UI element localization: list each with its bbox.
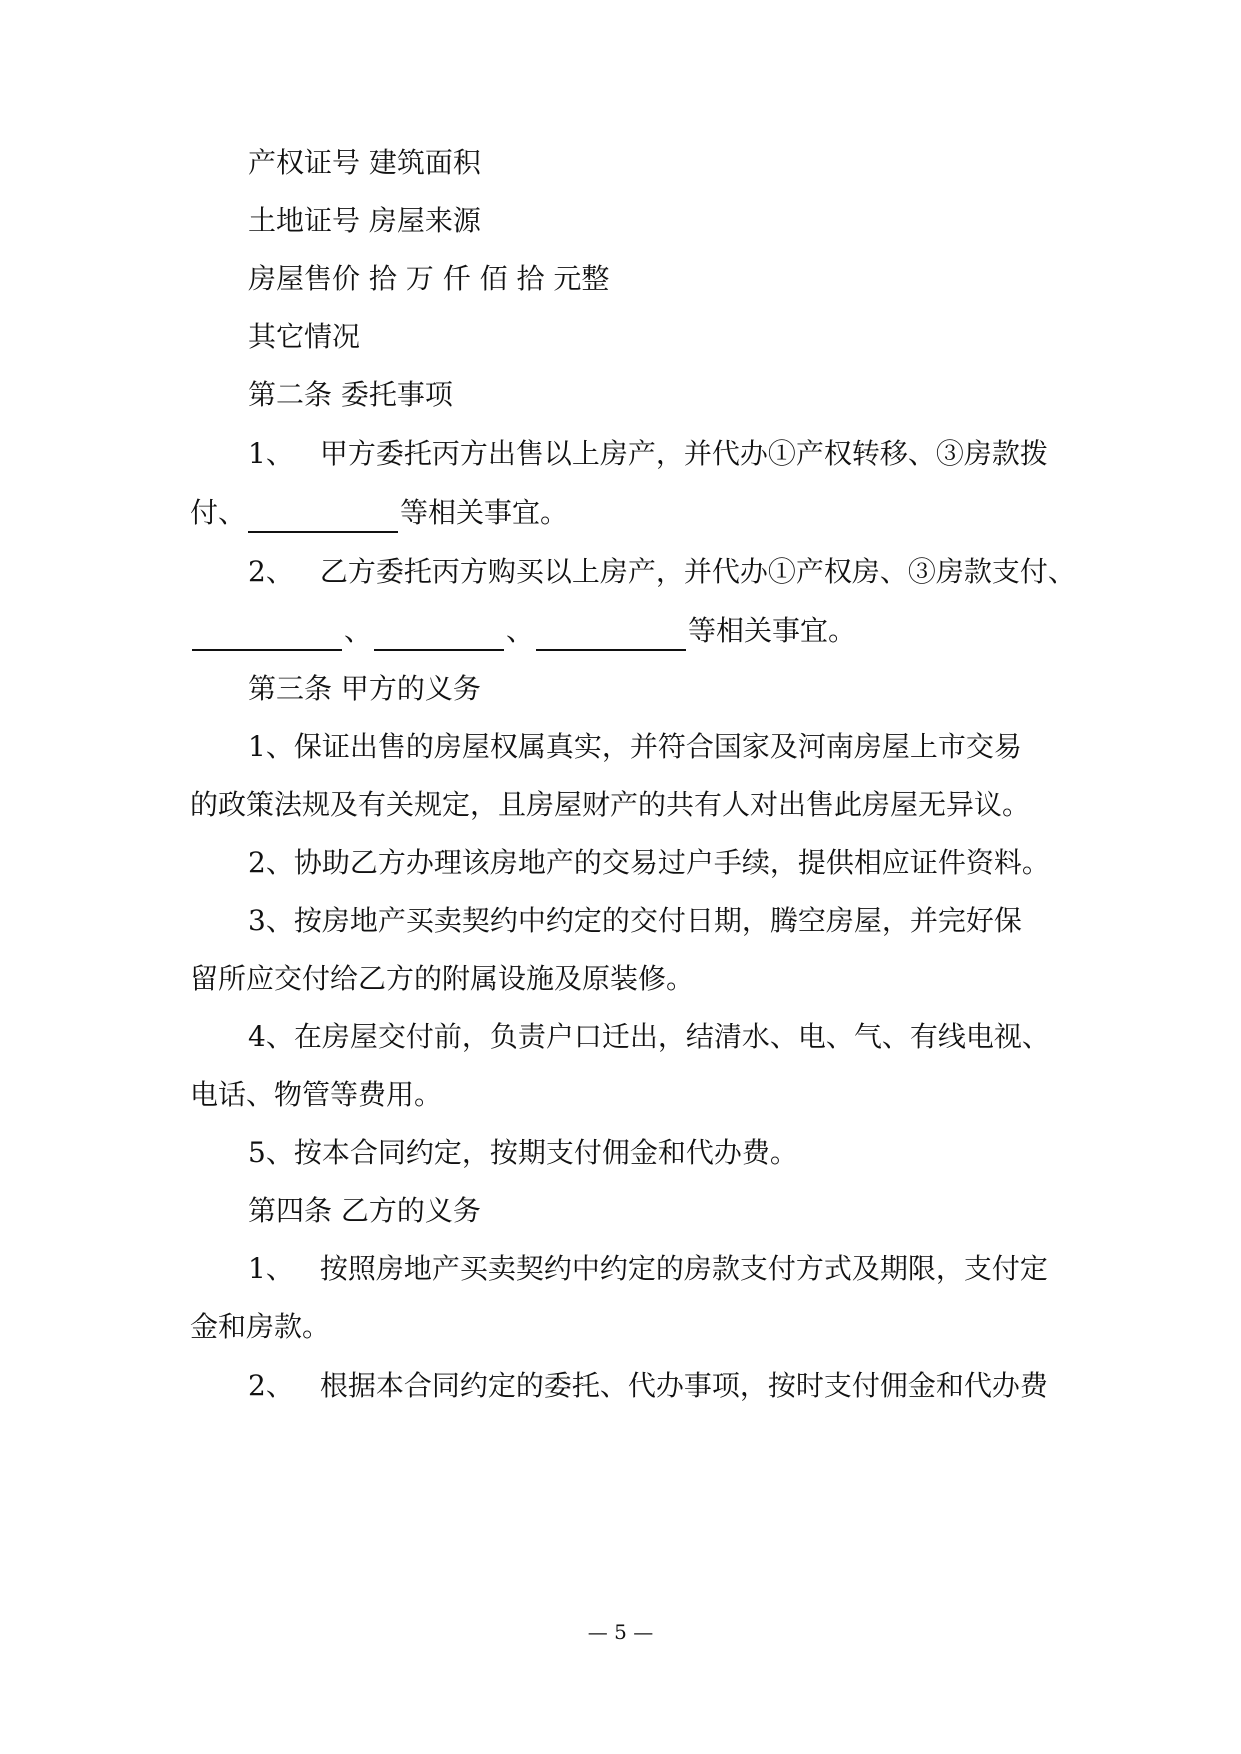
fill-blank — [192, 619, 342, 651]
article-2-item-2-cont — [190, 611, 1070, 651]
page-number: — 5 — — [587, 1620, 654, 1644]
article-3-item-4: 4、在房屋交付前，负责户口迁出，结清水、电、气、有线电视、 — [248, 1020, 1050, 1053]
other-info-line: 其它情况 — [248, 320, 361, 353]
article-2-item-2 — [248, 552, 1076, 592]
article-2-heading: 第二条 委托事项 — [248, 378, 453, 411]
item-text: 根据本合同约定的委托、代办事项，按时支付佣金和代办费 — [319, 1369, 1048, 1402]
item-text: 等相关事宜。 — [400, 496, 569, 529]
article-3-item-2: 2、协助乙方办理该房地产的交易过户手续，提供相应证件资料。 — [248, 846, 1050, 879]
fill-blank — [374, 619, 504, 651]
item-text: 等相关事宜。 — [688, 614, 857, 647]
fill-blank — [536, 619, 686, 651]
article-4-item-1-cont: 金和房款。 — [190, 1310, 331, 1343]
price-line: 房屋售价 拾 万 仟 佰 拾 元整 — [248, 262, 610, 295]
article-4-item-2 — [248, 1366, 1070, 1406]
article-3-item-5: 5、按本合同约定，按期支付佣金和代办费。 — [248, 1136, 798, 1169]
article-3-item-4-cont: 电话、物管等费用。 — [190, 1078, 443, 1111]
article-3-item-3: 3、按房地产买卖契约中约定的交付日期，腾空房屋，并完好保 — [248, 904, 1022, 937]
article-3-item-3-cont: 留所应交付给乙方的附属设施及原装修。 — [190, 962, 695, 995]
item-text: 按照房地产买卖契约中约定的房款支付方式及期限，支付定 — [319, 1252, 1048, 1285]
article-2-item-1-cont — [190, 493, 1070, 533]
item-text: 付、 — [190, 496, 247, 529]
item-number: 2、 — [248, 555, 294, 588]
separator: 、 — [344, 614, 373, 647]
article-3-item-1-cont: 的政策法规及有关规定，且房屋财产的共有人对出售此房屋无异议。 — [190, 788, 1031, 821]
article-2-item-1 — [248, 434, 1070, 474]
article-3-heading: 第三条 甲方的义务 — [248, 672, 481, 705]
article-4-heading: 第四条 乙方的义务 — [248, 1194, 481, 1227]
separator: 、 — [506, 614, 535, 647]
item-text: 甲方委托丙方出售以上房产，并代办①产权转移、③房款拨 — [319, 437, 1048, 470]
item-number: 1、 — [248, 1252, 294, 1285]
article-3-item-1: 1、保证出售的房屋权属真实，并符合国家及河南房屋上市交易 — [248, 730, 1022, 763]
item-text: 乙方委托丙方购买以上房产，并代办①产权房、③房款支付、 — [319, 555, 1076, 588]
property-cert-line: 产权证号 建筑面积 — [248, 146, 481, 179]
article-4-item-1 — [248, 1249, 1070, 1289]
item-number: 2、 — [248, 1369, 294, 1402]
fill-blank — [248, 501, 398, 533]
item-number: 1、 — [248, 437, 294, 470]
land-cert-line: 土地证号 房屋来源 — [248, 204, 481, 237]
